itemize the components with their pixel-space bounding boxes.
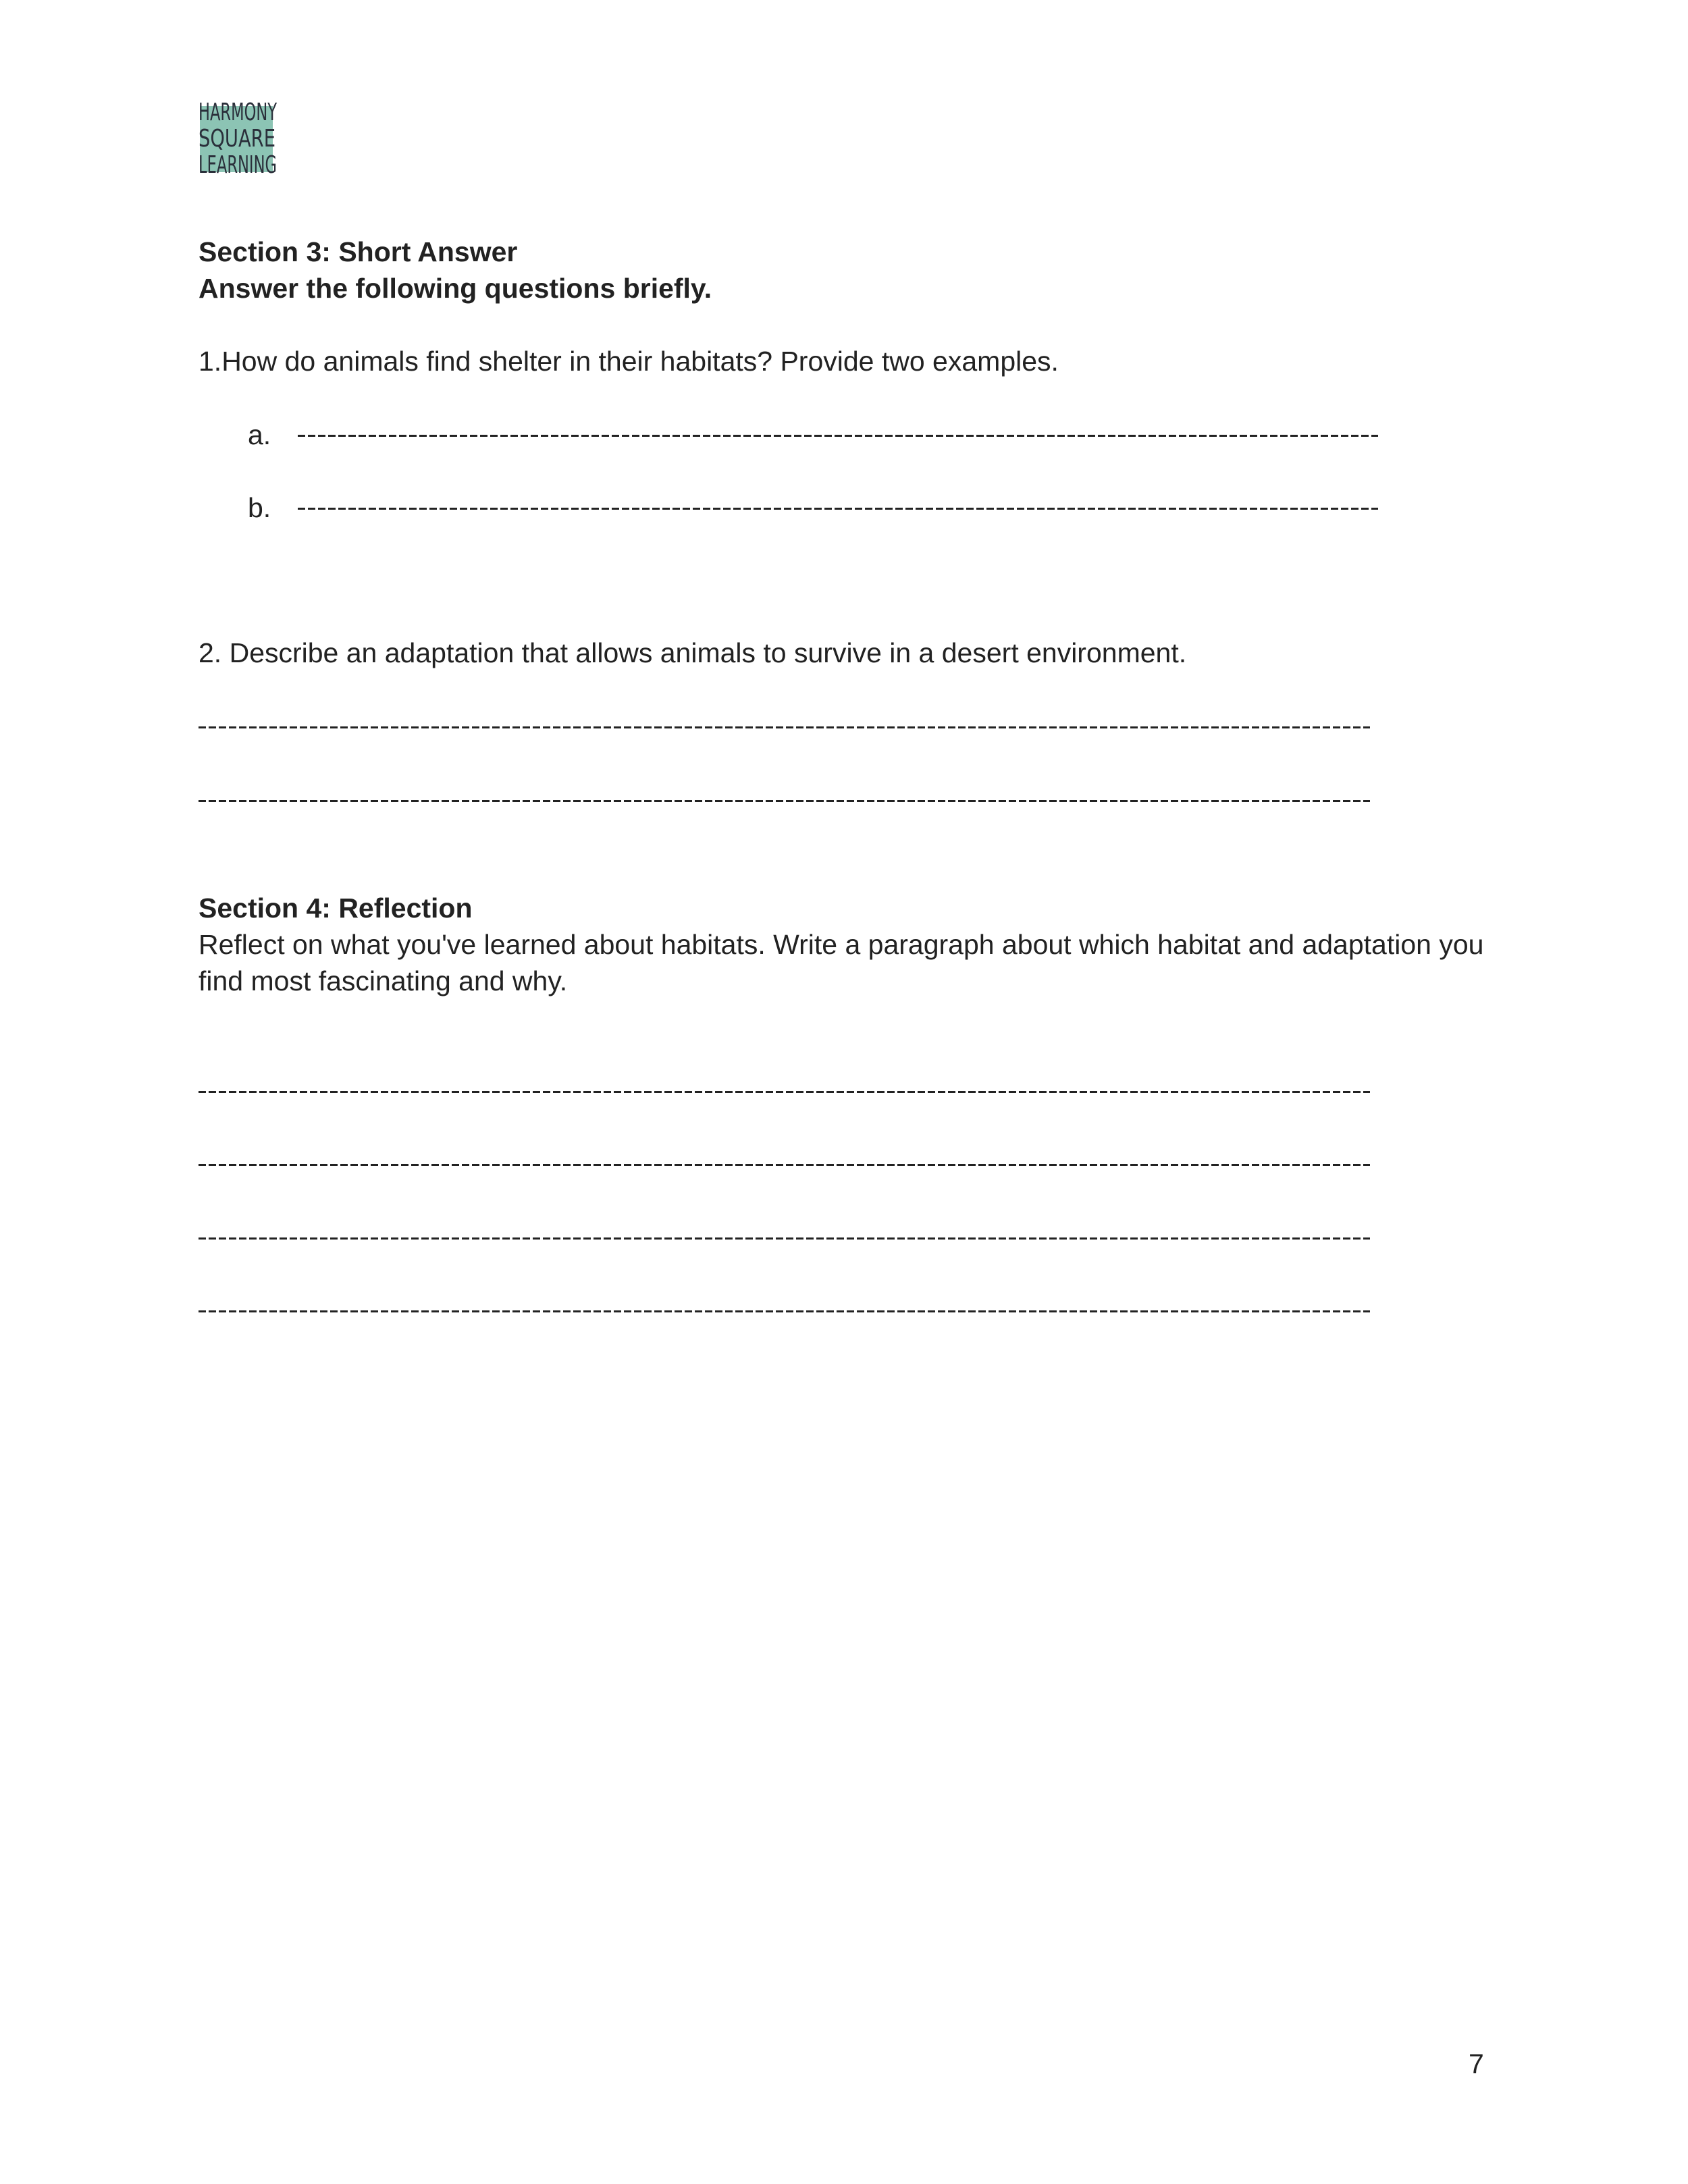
logo-line-1: HARMONY [199, 99, 278, 126]
logo-line-3: LEARNING [199, 151, 277, 179]
section-3-instruction: Answer the following questions briefly. [199, 273, 712, 304]
section-3-title: Section 3: Short Answer [199, 236, 518, 267]
answer-line-a[interactable] [298, 435, 1378, 437]
section-4-text-line-1: Reflect on what you've learned about habitats. Write a paragraph about which habitat and adaptation you [199, 929, 1484, 960]
logo-line-2: SQUARE [199, 125, 275, 153]
reflection-answer-line-1[interactable] [199, 1091, 1370, 1093]
question-2-text: 2. Describe an adaptation that allows animals to survive in a desert environment. [199, 637, 1187, 668]
page-number: 7 [1469, 2048, 1484, 2079]
section-4-title: Section 4: Reflection [199, 893, 473, 924]
logo-letters [199, 99, 277, 179]
logo-graphic [199, 97, 280, 179]
question-1-text: 1.How do animals find shelter in their habitats? Provide two examples. [199, 346, 1059, 377]
reflection-answer-line-4[interactable] [199, 1310, 1370, 1312]
harmony-square-learning-logo [199, 97, 280, 179]
answer-label-b: b. [248, 492, 271, 523]
section-4-text-line-2: find most fascinating and why. [199, 965, 568, 996]
reflection-answer-line-2[interactable] [199, 1164, 1370, 1166]
question-2-answer-line-2[interactable] [199, 800, 1370, 802]
reflection-answer-line-3[interactable] [199, 1237, 1370, 1240]
answer-line-b[interactable] [298, 508, 1378, 510]
answer-label-a: a. [248, 419, 271, 450]
question-2-answer-line-1[interactable] [199, 726, 1370, 728]
